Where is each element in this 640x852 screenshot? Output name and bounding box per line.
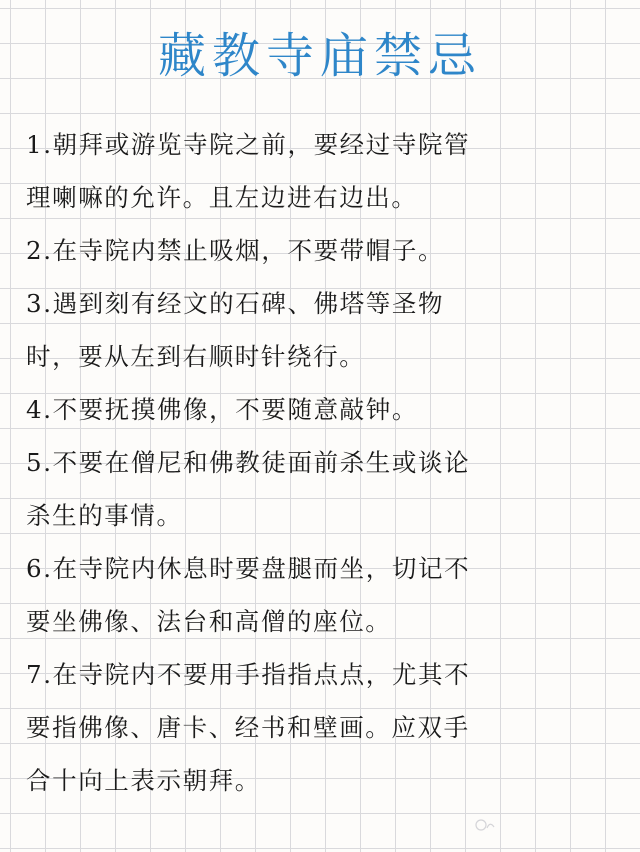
text-line: 6.在寺院内休息时要盘腿而坐，切记不 (26, 554, 471, 583)
page-title: 藏教寺庙禁忌 (157, 28, 482, 84)
text-line: 时，要从左到右顺时针绕行。 (26, 342, 366, 371)
text-line: 1.朝拜或游览寺院之前，要经过寺院管 (26, 130, 471, 159)
text-line: 7.在寺院内不要用手指指点点，尤其不 (26, 660, 471, 689)
text-line: 要指佛像、唐卡、经书和壁画。应双手 (26, 713, 470, 742)
text-line: 2.在寺院内禁止吸烟，不要带帽子。 (26, 236, 445, 265)
watermark-logo-icon (474, 818, 534, 838)
text-line: 合十向上表示朝拜。 (26, 766, 261, 795)
text-line: 杀生的事情。 (26, 501, 183, 530)
rules-text (26, 118, 616, 807)
text-line: 5.不要在僧尼和佛教徒面前杀生或谈论 (26, 448, 471, 477)
text-line: 要坐佛像、法台和高僧的座位。 (26, 607, 392, 636)
watermark-mark-icon (474, 818, 496, 832)
text-line: 3.遇到刻有经文的石碑、佛塔等圣物 (26, 289, 445, 318)
text-line: 4.不要抚摸佛像，不要随意敲钟。 (26, 395, 418, 424)
text-line: 理喇嘛的允许。且左边进右边出。 (26, 183, 418, 212)
